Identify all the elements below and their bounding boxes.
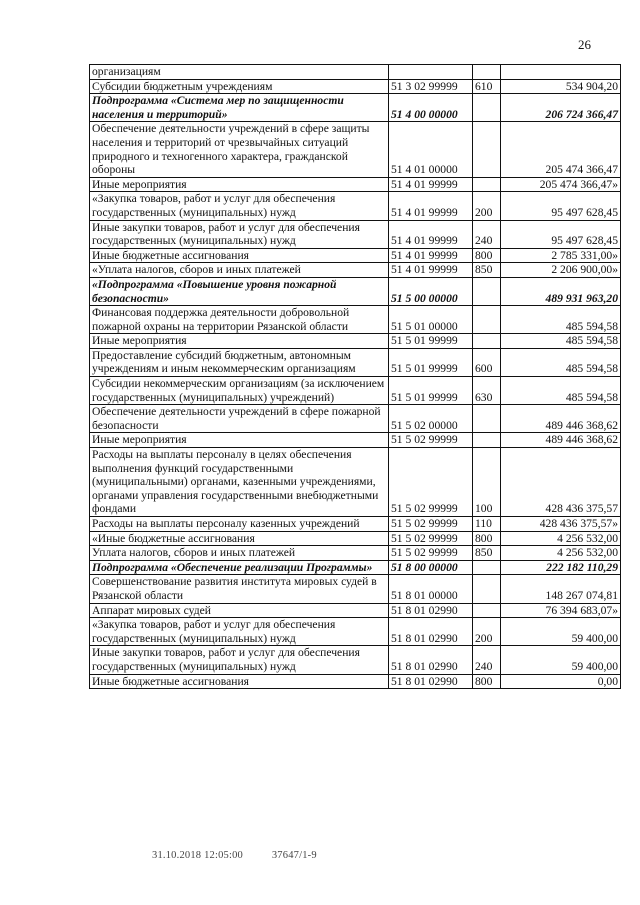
row-sum-cell: 489 931 963,20 <box>501 277 621 305</box>
row-expense-type-cell <box>473 94 501 122</box>
table-row <box>90 517 621 532</box>
row-sum-cell: 489 446 368,62 <box>501 433 621 448</box>
row-sum-cell: 428 436 375,57» <box>501 517 621 532</box>
table-row <box>90 306 621 334</box>
row-code-cell: 51 5 02 99999 <box>389 433 473 448</box>
row-sum-cell: 489 446 368,62 <box>501 405 621 433</box>
table-row <box>90 575 621 603</box>
row-sum-cell: 76 394 683,07» <box>501 603 621 618</box>
row-name-cell: Финансовая поддержка деятельности добровольной пожарной охраны на территории Рязанской области <box>90 306 389 334</box>
budget-table <box>89 64 621 689</box>
row-name-cell: «Уплата налогов, сборов и иных платежей <box>90 263 389 278</box>
row-code-cell: 51 8 01 02990 <box>389 603 473 618</box>
footer-timestamp: 31.10.2018 12:05:00 <box>152 850 244 861</box>
row-sum-cell: 0,00 <box>501 674 621 689</box>
row-sum-cell: 2 785 331,00» <box>501 248 621 263</box>
table-row <box>90 405 621 433</box>
row-name-cell: Подпрограмма «Обеспечение реализации Программы» <box>90 560 389 575</box>
row-expense-type-cell: 240 <box>473 220 501 248</box>
row-name-cell: Предоставление субсидий бюджетным, автономным учреждениям и иным некоммерческим организациям <box>90 348 389 376</box>
row-name-cell: Иные мероприятия <box>90 177 389 192</box>
row-code-cell: 51 4 01 99999 <box>389 177 473 192</box>
row-sum-cell <box>501 65 621 80</box>
row-code-cell: 51 4 01 00000 <box>389 122 473 177</box>
row-name-cell: Иные закупки товаров, работ и услуг для обеспечения государственных (муниципальных) нужд <box>90 646 389 674</box>
row-name-cell: Субсидии некоммерческим организациям (за исключением государственных (муниципальных) учреждений) <box>90 377 389 405</box>
row-expense-type-cell: 200 <box>473 192 501 220</box>
row-name-cell: Обеспечение деятельности учреждений в сфере пожарной безопасности <box>90 405 389 433</box>
row-sum-cell: 485 594,58 <box>501 348 621 376</box>
row-expense-type-cell <box>473 306 501 334</box>
row-expense-type-cell <box>473 177 501 192</box>
row-code-cell: 51 5 02 99999 <box>389 546 473 561</box>
table-row <box>90 546 621 561</box>
row-expense-type-cell: 850 <box>473 546 501 561</box>
row-name-cell: «Иные бюджетные ассигнования <box>90 531 389 546</box>
row-name-cell: Совершенствование развития института мировых судей в Рязанской области <box>90 575 389 603</box>
row-expense-type-cell <box>473 122 501 177</box>
row-code-cell: 51 5 02 99999 <box>389 517 473 532</box>
row-expense-type-cell: 800 <box>473 531 501 546</box>
table-row <box>90 433 621 448</box>
row-expense-type-cell: 610 <box>473 79 501 94</box>
table-row <box>90 192 621 220</box>
page-number: 26 <box>578 37 591 52</box>
row-name-cell: Иные мероприятия <box>90 334 389 349</box>
row-expense-type-cell <box>473 433 501 448</box>
row-expense-type-cell: 850 <box>473 263 501 278</box>
row-expense-type-cell: 110 <box>473 517 501 532</box>
row-expense-type-cell <box>473 405 501 433</box>
row-name-cell: «Закупка товаров, работ и услуг для обеспечения государственных (муниципальных) нужд <box>90 618 389 646</box>
row-code-cell: 51 3 02 99999 <box>389 79 473 94</box>
row-code-cell: 51 8 01 02990 <box>389 646 473 674</box>
row-sum-cell: 485 594,58 <box>501 334 621 349</box>
row-code-cell: 51 4 00 00000 <box>389 94 473 122</box>
row-name-cell: Обеспечение деятельности учреждений в сфере защиты населения и территорий от чрезвычайных ситуаций природного и техногенного характера, гражданской обороны <box>90 122 389 177</box>
row-sum-cell: 4 256 532,00 <box>501 531 621 546</box>
row-sum-cell: 485 594,58 <box>501 306 621 334</box>
table-row <box>90 122 621 177</box>
row-name-cell: Уплата налогов, сборов и иных платежей <box>90 546 389 561</box>
row-sum-cell: 95 497 628,45 <box>501 220 621 248</box>
row-name-cell: Подпрограмма «Система мер по защищенности населения и территорий» <box>90 94 389 122</box>
table-row <box>90 603 621 618</box>
row-sum-cell: 148 267 074,81 <box>501 575 621 603</box>
row-name-cell: Расходы на выплаты персоналу казенных учреждений <box>90 517 389 532</box>
row-name-cell: Иные мероприятия <box>90 433 389 448</box>
row-code-cell: 51 5 01 99999 <box>389 334 473 349</box>
row-code-cell: 51 8 01 00000 <box>389 575 473 603</box>
row-sum-cell: 485 594,58 <box>501 377 621 405</box>
row-sum-cell: 2 206 900,00» <box>501 263 621 278</box>
table-row <box>90 177 621 192</box>
table-row <box>90 646 621 674</box>
row-name-cell: организациям <box>90 65 389 80</box>
table-row <box>90 334 621 349</box>
row-name-cell: Аппарат мировых судей <box>90 603 389 618</box>
row-code-cell: 51 8 01 02990 <box>389 674 473 689</box>
row-expense-type-cell <box>473 277 501 305</box>
row-code-cell: 51 8 00 00000 <box>389 560 473 575</box>
row-code-cell: 51 5 02 99999 <box>389 448 473 517</box>
row-sum-cell: 59 400,00 <box>501 646 621 674</box>
row-expense-type-cell <box>473 603 501 618</box>
footer-document-id: 37647/1-9 <box>271 850 317 861</box>
row-name-cell: Субсидии бюджетным учреждениям <box>90 79 389 94</box>
table-row <box>90 79 621 94</box>
row-name-cell: Иные бюджетные ассигнования <box>90 674 389 689</box>
row-code-cell: 51 5 01 99999 <box>389 377 473 405</box>
row-expense-type-cell <box>473 65 501 80</box>
row-expense-type-cell: 800 <box>473 674 501 689</box>
budget-table-body <box>90 65 621 689</box>
row-expense-type-cell: 200 <box>473 618 501 646</box>
row-expense-type-cell <box>473 575 501 603</box>
row-code-cell: 51 5 02 00000 <box>389 405 473 433</box>
row-name-cell: Иные закупки товаров, работ и услуг для обеспечения государственных (муниципальных) нужд <box>90 220 389 248</box>
table-row <box>90 220 621 248</box>
table-row <box>90 263 621 278</box>
row-expense-type-cell: 600 <box>473 348 501 376</box>
table-row <box>90 248 621 263</box>
row-sum-cell: 428 436 375,57 <box>501 448 621 517</box>
row-name-cell: Иные бюджетные ассигнования <box>90 248 389 263</box>
row-expense-type-cell: 240 <box>473 646 501 674</box>
table-row <box>90 65 621 80</box>
row-code-cell: 51 4 01 99999 <box>389 220 473 248</box>
row-sum-cell: 206 724 366,47 <box>501 94 621 122</box>
row-sum-cell: 534 904,20 <box>501 79 621 94</box>
table-row <box>90 277 621 305</box>
row-code-cell: 51 8 01 02990 <box>389 618 473 646</box>
table-row <box>90 348 621 376</box>
row-code-cell: 51 5 00 00000 <box>389 277 473 305</box>
table-row <box>90 618 621 646</box>
row-code-cell <box>389 65 473 80</box>
row-expense-type-cell <box>473 334 501 349</box>
row-code-cell: 51 4 01 99999 <box>389 192 473 220</box>
row-code-cell: 51 5 02 99999 <box>389 531 473 546</box>
row-expense-type-cell <box>473 560 501 575</box>
table-row <box>90 448 621 517</box>
table-row <box>90 377 621 405</box>
row-code-cell: 51 4 01 99999 <box>389 248 473 263</box>
row-code-cell: 51 5 01 99999 <box>389 348 473 376</box>
table-row <box>90 674 621 689</box>
row-expense-type-cell: 100 <box>473 448 501 517</box>
row-sum-cell: 4 256 532,00 <box>501 546 621 561</box>
table-row <box>90 560 621 575</box>
table-row <box>90 531 621 546</box>
row-code-cell: 51 4 01 99999 <box>389 263 473 278</box>
document-footer <box>152 850 343 861</box>
table-row <box>90 94 621 122</box>
row-expense-type-cell: 800 <box>473 248 501 263</box>
row-code-cell: 51 5 01 00000 <box>389 306 473 334</box>
row-name-cell: «Закупка товаров, работ и услуг для обеспечения государственных (муниципальных) нужд <box>90 192 389 220</box>
row-name-cell: Расходы на выплаты персоналу в целях обеспечения выполнения функций государственными (муниципальными) органами, казенными учреждениями, органами управления государственными внебюджетными фондами <box>90 448 389 517</box>
row-sum-cell: 205 474 366,47 <box>501 122 621 177</box>
row-sum-cell: 95 497 628,45 <box>501 192 621 220</box>
row-sum-cell: 205 474 366,47» <box>501 177 621 192</box>
row-expense-type-cell: 630 <box>473 377 501 405</box>
row-name-cell: «Подпрограмма «Повышение уровня пожарной безопасности» <box>90 277 389 305</box>
row-sum-cell: 222 182 110,29 <box>501 560 621 575</box>
row-sum-cell: 59 400,00 <box>501 618 621 646</box>
